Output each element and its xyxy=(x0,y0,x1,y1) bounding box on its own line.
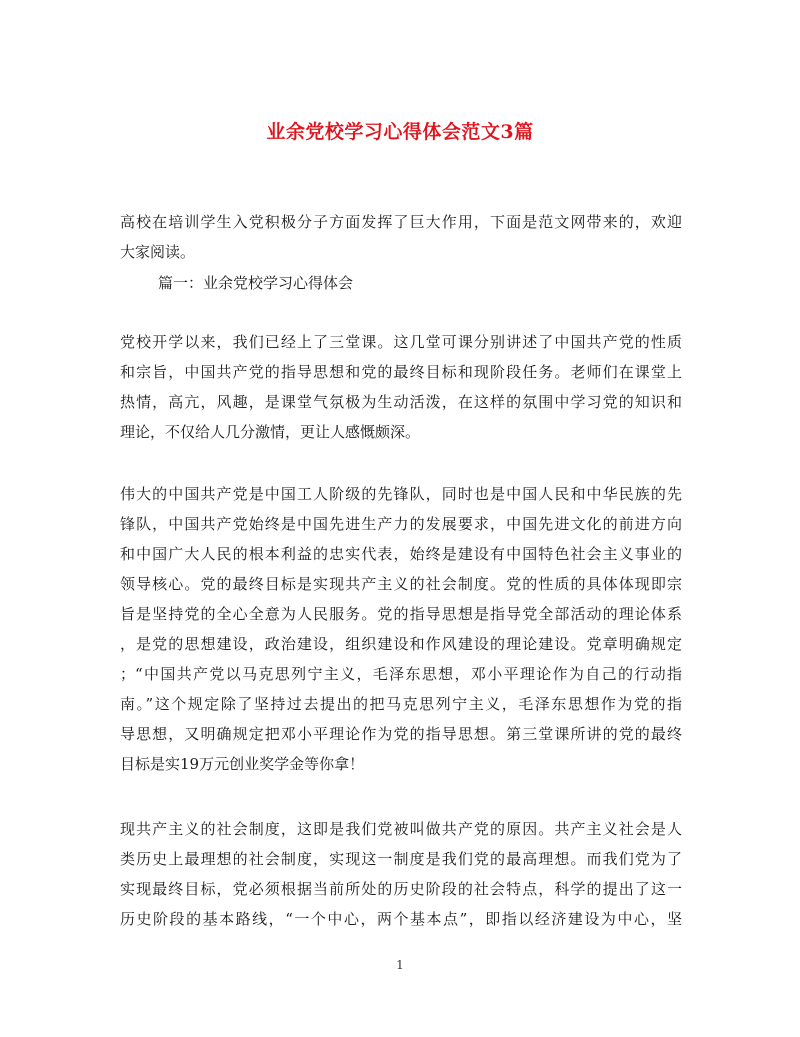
text-line: 历史阶段的基本路线，“一个中心，两个基本点”，即指以经济建设为中心，坚 xyxy=(120,910,682,928)
text-line: 大家阅读。 xyxy=(120,243,196,261)
section-subheading: 篇一：业余党校学习心得体会 xyxy=(158,274,354,292)
text-line: 类历史上最理想的社会制度，实现这一制度是我们党的最高理想。而我们党为了 xyxy=(120,850,682,868)
text-line: 高校在培训学生入党积极分子方面发挥了巨大作用，下面是范文网带来的，欢迎 xyxy=(120,213,682,231)
text-line: 导思想，又明确规定把邓小平理论作为党的指导思想。第三堂课所讲的党的最终 xyxy=(120,725,682,743)
text-line: 现共产主义的社会制度，这即是我们党被叫做共产党的原因。共产主义社会是人 xyxy=(120,820,682,838)
paragraph-1 xyxy=(120,327,682,447)
text-line: 旨是坚持党的全心全意为人民服务。党的指导思想是指导党全部活动的理论体系 xyxy=(120,605,682,623)
text-line: 南。”这个规定除了坚持过去提出的把马克思列宁主义，毛泽东思想作为党的指 xyxy=(120,695,682,713)
text-line: 党校开学以来，我们已经上了三堂课。这几堂可课分别讲述了中国共产党的性质 xyxy=(120,333,682,351)
intro-paragraph xyxy=(120,207,682,267)
text-line: 和宗旨，中国共产党的指导思想和党的最终目标和现阶段任务。老师们在课堂上 xyxy=(120,363,682,381)
text-line: 锋队，中国共产党始终是中国先进生产力的发展要求，中国先进文化的前进方向 xyxy=(120,515,682,533)
text-line: 和中国广大人民的根本利益的忠实代表，始终是建设有中国特色社会主义事业的 xyxy=(120,545,682,563)
page-number: 1 xyxy=(396,958,404,972)
text-line: 领导核心。党的最终目标是实现共产主义的社会制度。党的性质的具体体现即宗 xyxy=(120,575,682,593)
text-line: 实现最终目标，党必须根据当前所处的历史阶段的社会特点，科学的提出了这一 xyxy=(120,880,682,898)
text-line: 理论，不仅给人几分激情，更让人感慨颇深。 xyxy=(120,423,421,441)
text-line: 目标是实19万元创业奖学金等你拿！ xyxy=(120,755,365,773)
paragraph-3 xyxy=(120,814,682,934)
text-line: ；“中国共产党以马克思列宁主义，毛泽东思想，邓小平理论作为自己的行动指 xyxy=(120,665,682,683)
text-line: ，是党的思想建设，政治建设，组织建设和作风建设的理论建设。党章明确规定 xyxy=(120,635,682,653)
text-line: 伟大的中国共产党是中国工人阶级的先锋队，同时也是中国人民和中华民族的先 xyxy=(120,485,682,503)
paragraph-2 xyxy=(120,479,682,779)
document-title: 业余党校学习心得体会范文3篇 xyxy=(266,121,534,143)
text-line: 热情，高亢，风趣，是课堂气氛极为生动活泼，在这样的氛围中学习党的知识和 xyxy=(120,393,682,411)
